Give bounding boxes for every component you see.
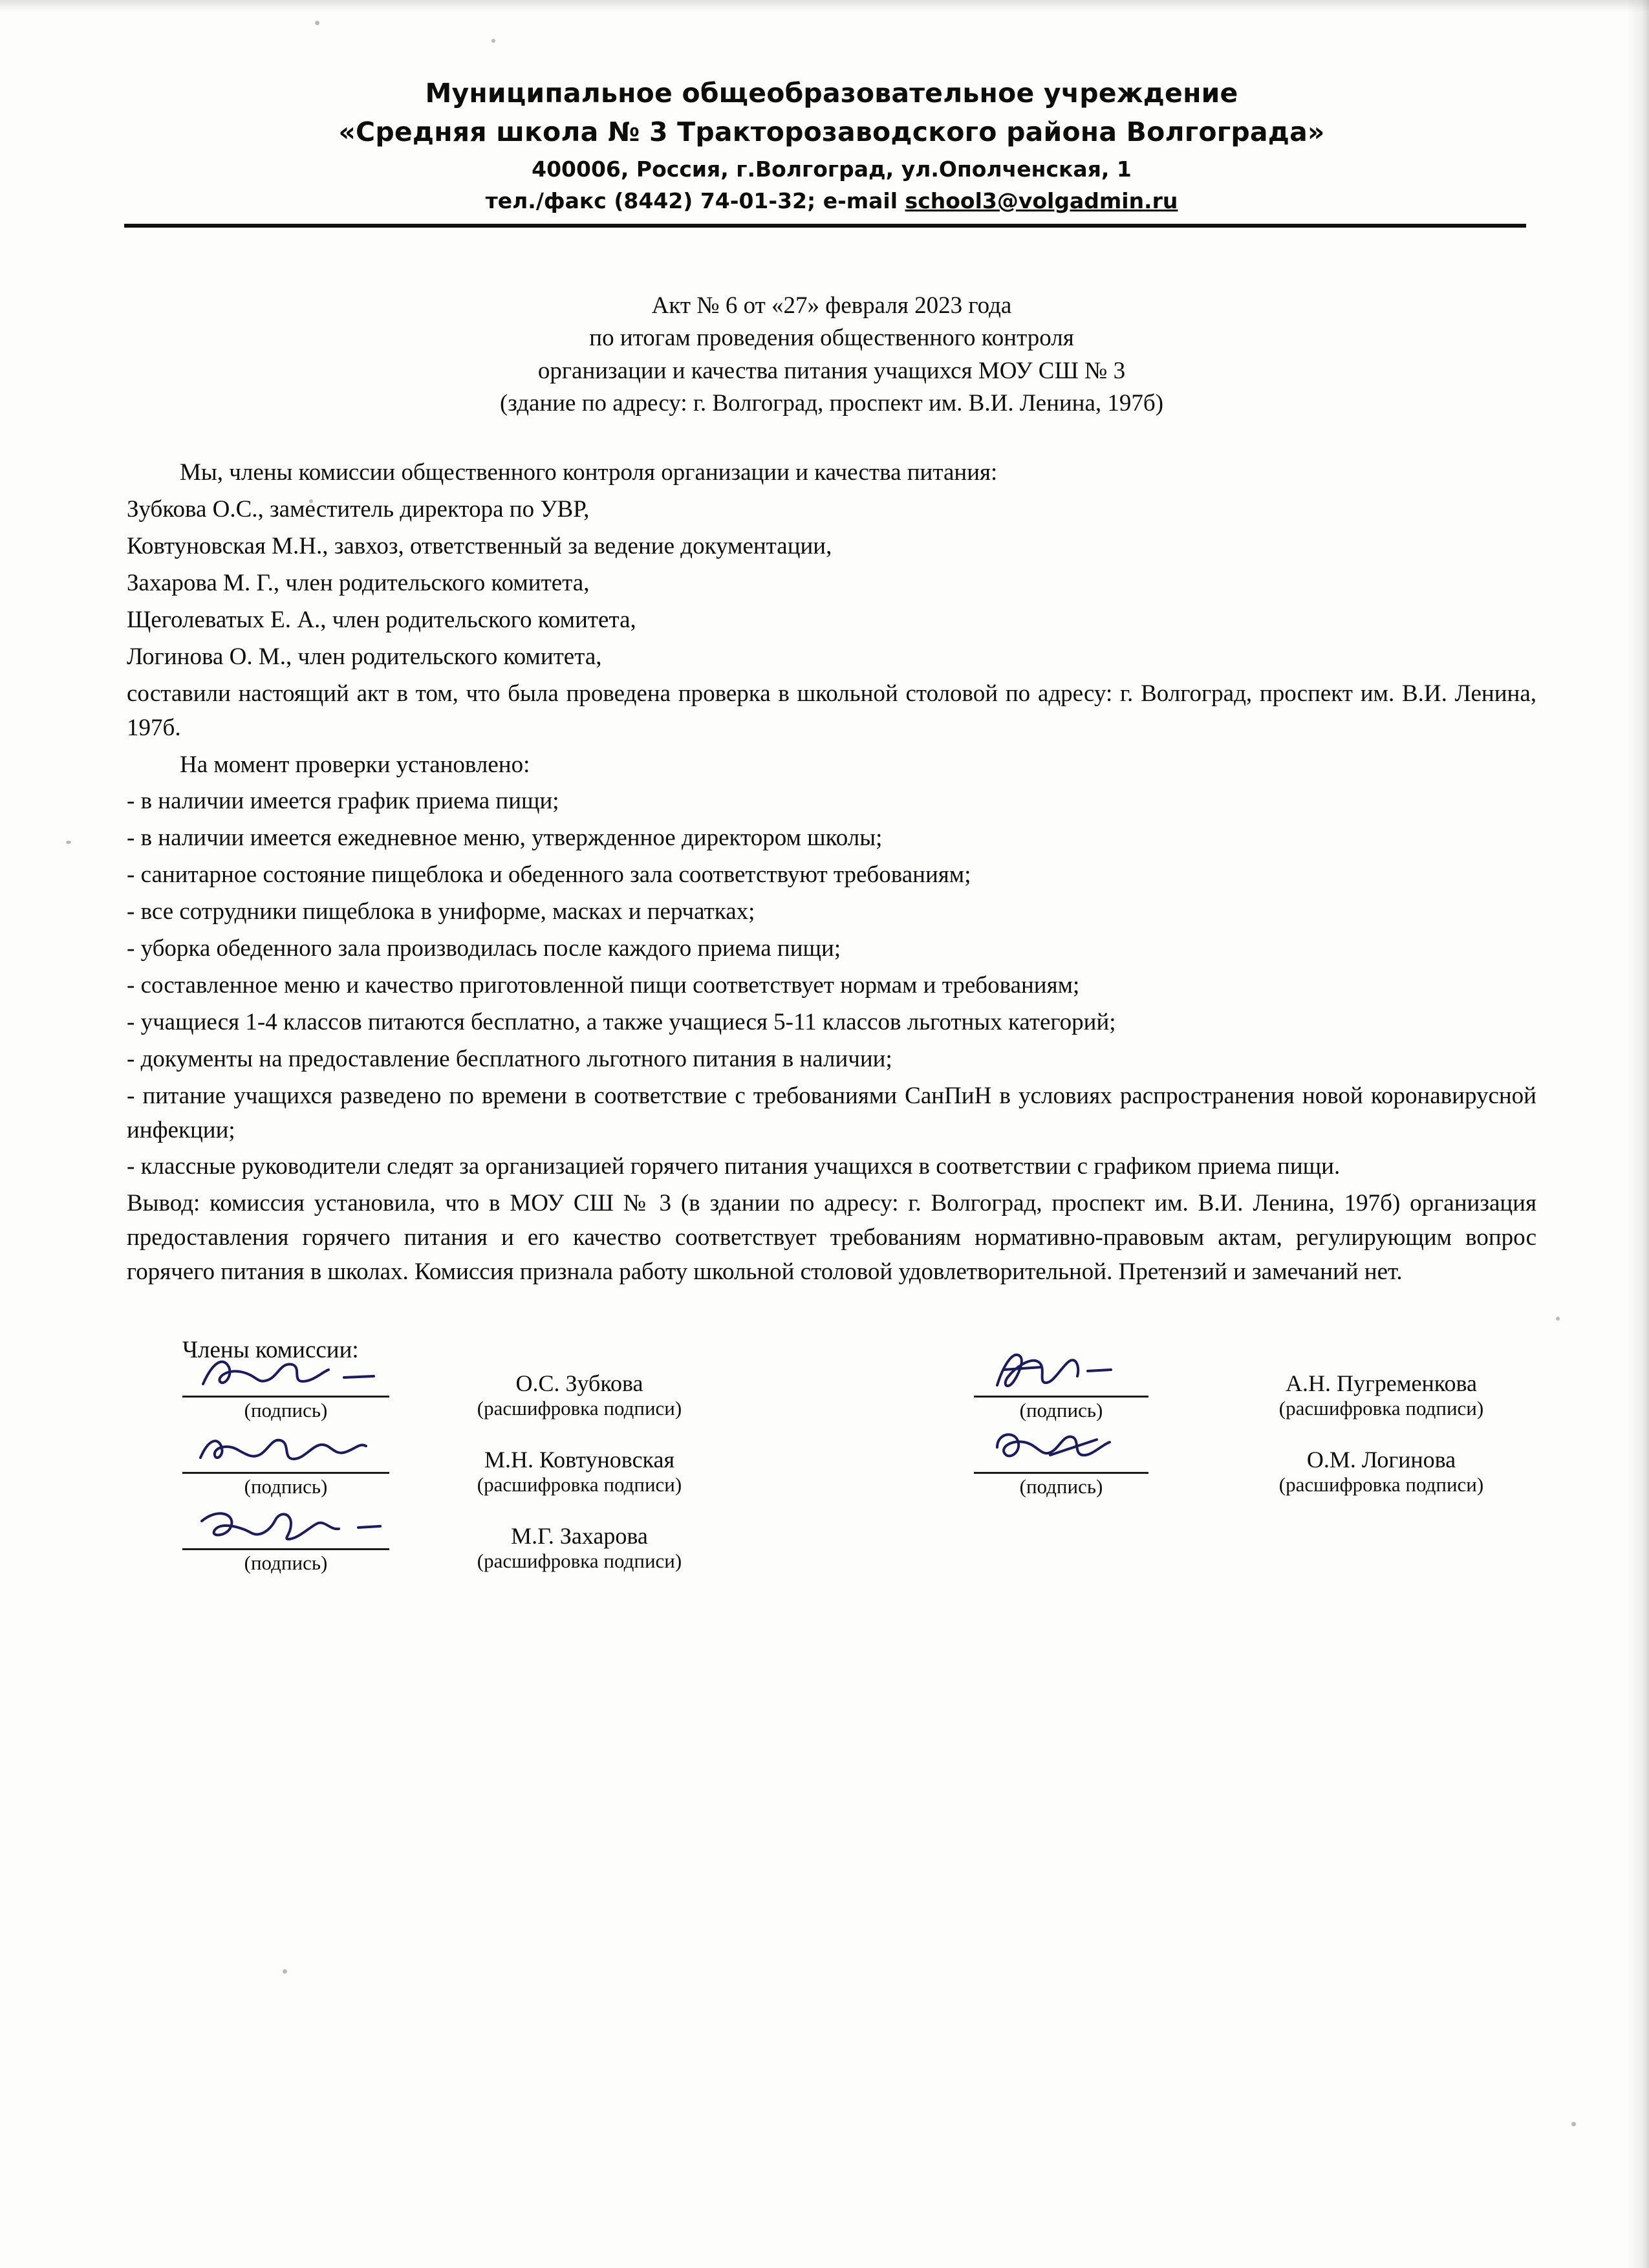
- commission-member: Логинова О. М., член родительского комитета,: [127, 643, 602, 670]
- signatory-name-5: [1213, 1446, 1549, 1496]
- signature-line[interactable]: [974, 1442, 1148, 1474]
- signature-slot-5[interactable]: [974, 1442, 1148, 1498]
- scan-speck: [315, 21, 319, 25]
- signatory-name-2: [431, 1446, 728, 1496]
- finding-item: - документы на предоставление бесплатного льготного питания в наличии;: [127, 1045, 892, 1072]
- document-content: [127, 78, 1536, 1608]
- signatory-name-1: [431, 1370, 728, 1420]
- document-title: [127, 290, 1536, 420]
- signature-caption: (подпись): [244, 1551, 328, 1575]
- title-line-4: (здание по адресу: г. Волгоград, проспект им. В.И. Ленина, 197б): [499, 389, 1164, 416]
- signatory-full-name: М.Г. Захарова: [511, 1523, 648, 1550]
- finding-item: - составленное меню и качество приготовленной пищи соответствует нормам и требованиям;: [127, 971, 1080, 999]
- signature-line[interactable]: [182, 1366, 389, 1398]
- signature-caption: (подпись): [244, 1399, 328, 1422]
- signature-line[interactable]: [182, 1442, 389, 1474]
- decode-caption: (расшифровка подписи): [1278, 1473, 1484, 1496]
- scan-artifact-top: [0, 0, 1649, 12]
- scan-speck: [66, 841, 71, 844]
- signatory-name-4: [1213, 1370, 1549, 1420]
- scan-speck: [283, 1969, 287, 1974]
- title-line-1: Акт № 6 от «27» февраля 2023 года: [651, 292, 1012, 319]
- scan-speck: [1556, 1317, 1560, 1321]
- signature-block: [127, 1336, 1536, 1608]
- finding-item: - учащиеся 1-4 классов питаются бесплатно, а также учащиеся 5-11 классов льготных категорий;: [127, 1008, 1116, 1035]
- signature-slot-4[interactable]: [974, 1366, 1148, 1422]
- signature-slot-2[interactable]: [182, 1442, 389, 1498]
- findings-label: На момент проверки установлено:: [180, 751, 530, 778]
- finding-item: - уборка обеденного зала производилась после каждого приема пищи;: [127, 935, 841, 962]
- signatory-full-name: О.С. Зубкова: [515, 1370, 643, 1397]
- intro-paragraph: Мы, члены комиссии общественного контроля организации и качества питания:: [180, 459, 998, 486]
- members-label: Члены комиссии:: [182, 1337, 359, 1364]
- letterhead: [127, 78, 1536, 213]
- organization-name-line2: «Средняя школа № 3 Тракторозаводского района Волгограда»: [338, 116, 1325, 147]
- signature-caption: (подпись): [1019, 1475, 1103, 1498]
- finding-item: - санитарное состояние пищеблока и обеденного зала соответствуют требованиям;: [127, 861, 971, 889]
- conclusion-paragraph: Вывод: комиссия установила, что в МОУ СШ № 3 (в здании по адресу: г. Волгоград, проспект им. В.И. Ленина, 197б) организация предоставления горячего питания и его качество соответствует требованиям нормативно-правовым актам, регулирующим вопрос горячего питания в школах. Комиссия признала работу школьной столовой удовлетворительной. Претензий и замечаний нет.: [127, 1190, 1536, 1286]
- finding-item: - питание учащихся разведено по времени в соответствие с требованиями СанПиН в условиях распространения новой коронавирусной инфекции;: [127, 1082, 1536, 1143]
- contacts-phone-label: тел./факс (8442) 74-01-32; e-mail: [485, 188, 905, 213]
- signature-line[interactable]: [182, 1518, 389, 1550]
- organization-address: 400006, Россия, г.Волгоград, ул.Ополченская, 1: [532, 157, 1132, 182]
- scan-artifact-right: [1627, 0, 1649, 2268]
- signature-caption: (подпись): [1019, 1399, 1103, 1422]
- signature-caption: (подпись): [244, 1475, 328, 1498]
- organization-contacts: [127, 188, 1536, 213]
- decode-caption: (расшифровка подписи): [477, 1550, 682, 1573]
- commission-member: Зубкова О.С., заместитель директора по УВР,: [127, 496, 590, 523]
- compiled-paragraph: составили настоящий акт в том, что была проведена проверка в школьной столовой по адресу: г. Волгоград, проспект им. В.И. Ленина, 197б.: [127, 680, 1536, 741]
- finding-item: - все сотрудники пищеблока в униформе, масках и перчатках;: [127, 898, 755, 925]
- title-line-2: по итогам проведения общественного контроля: [589, 325, 1074, 352]
- title-line-3: организации и качества питания учащихся МОУ СШ № 3: [537, 357, 1126, 384]
- commission-member: Захарова М. Г., член родительского комитета,: [127, 569, 590, 596]
- email-link[interactable]: school3@volgadmin.ru: [905, 188, 1178, 213]
- signature-slot-1[interactable]: [182, 1366, 389, 1422]
- signatory-name-3: [431, 1522, 728, 1573]
- header-divider: [124, 224, 1526, 228]
- commission-member: Щеголеватых Е. А., член родительского комитета,: [127, 606, 636, 633]
- signatory-full-name: О.М. Логинова: [1306, 1447, 1456, 1473]
- finding-item: - в наличии имеется график приема пищи;: [127, 788, 559, 815]
- signatory-full-name: А.Н. Пугременкова: [1286, 1370, 1477, 1397]
- scan-speck: [1571, 2122, 1576, 2126]
- signature-slot-3[interactable]: [182, 1518, 389, 1575]
- organization-name-line1: Муниципальное общеобразовательное учреждение: [425, 78, 1238, 109]
- commission-member: Ковтуновская М.Н., завхоз, ответственный за ведение документации,: [127, 533, 832, 560]
- decode-caption: (расшифровка подписи): [477, 1397, 682, 1420]
- finding-item: - в наличии имеется ежедневное меню, утвержденное директором школы;: [127, 825, 883, 852]
- signature-line[interactable]: [974, 1366, 1148, 1398]
- decode-caption: (расшифровка подписи): [477, 1473, 682, 1496]
- document-body: [127, 456, 1536, 1290]
- finding-item: - классные руководители следят за организацией горячего питания учащихся в соответствии с графиком приема пищи.: [127, 1153, 1341, 1180]
- signatory-full-name: М.Н. Ковтуновская: [484, 1447, 675, 1473]
- scan-speck: [491, 39, 495, 43]
- decode-caption: (расшифровка подписи): [1278, 1397, 1484, 1420]
